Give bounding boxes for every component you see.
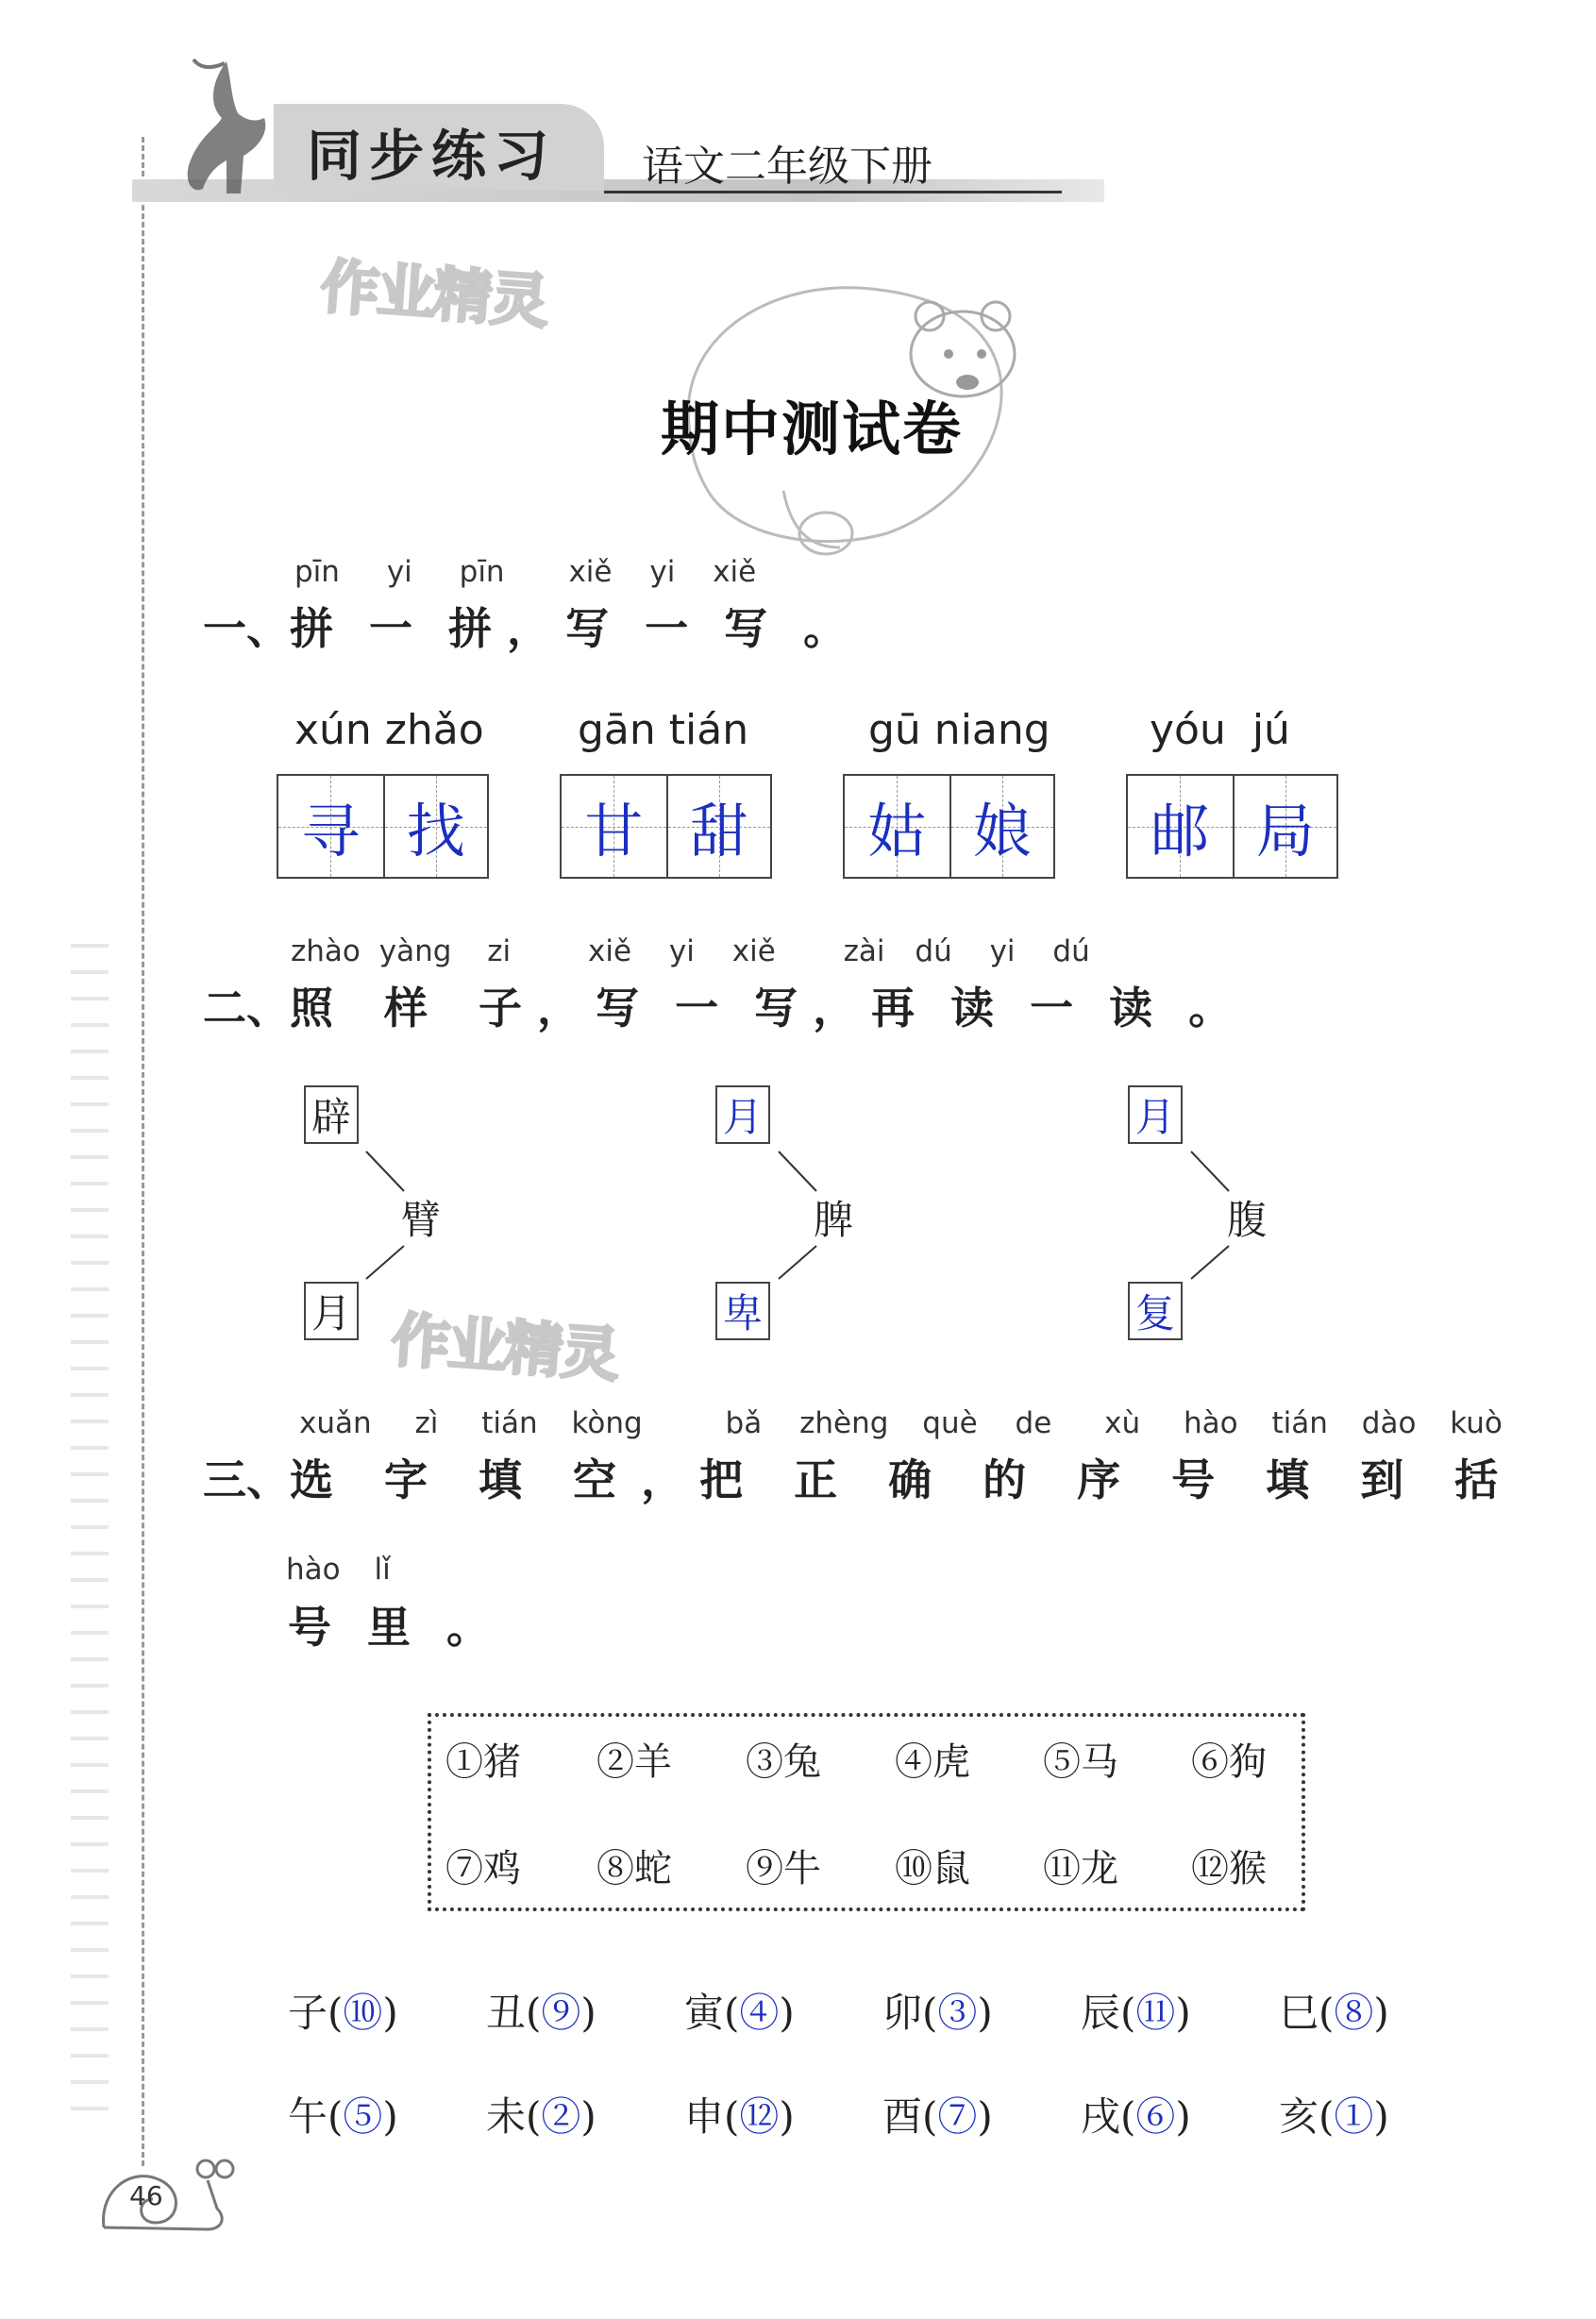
q2-heading: 二、照 样 子 ， 写 一 写 ， 再 读 一 读 。	[203, 983, 1233, 1033]
branch-answer[interactable]: 酉(⑦)	[882, 2093, 993, 2140]
watermark: 作业精灵	[318, 251, 549, 337]
combined-character: 脾	[814, 1197, 854, 1243]
combined-character: 腹	[1227, 1197, 1268, 1243]
animal-option: ⑧蛇	[596, 1847, 672, 1890]
q3-pinyin-line1: xuǎn zì tián kòng bǎ zhèng què de xù hào tián dào kuò	[299, 1406, 1503, 1440]
branch-answer[interactable]: 寅(④)	[684, 1990, 795, 2036]
animal-option: ②羊	[596, 1740, 672, 1784]
word-pinyin: gān tián	[578, 706, 749, 754]
q2-pinyin: zhào yàng zi xiě yi xiě zài dú yi dú	[291, 934, 1090, 968]
component-box: 月	[304, 1282, 359, 1340]
word-pinyin: xún zhǎo	[294, 706, 484, 754]
grid-cell[interactable]: 局	[1233, 776, 1337, 877]
animal-options-box	[428, 1713, 1305, 1911]
grid-cell[interactable]: 娘	[949, 776, 1054, 877]
grid-cell[interactable]: 姑	[845, 776, 949, 877]
combined-character: 臂	[401, 1197, 442, 1243]
branch-answer[interactable]: 丑(⑨)	[486, 1990, 596, 2036]
animal-option: ⑪龙	[1043, 1847, 1118, 1890]
branch-answer[interactable]: 卯(③)	[882, 1990, 993, 2036]
animal-option: ⑫猴	[1191, 1847, 1267, 1890]
branch-answer[interactable]: 辰(⑪)	[1081, 1990, 1191, 2036]
pinyin-syllable: xiě	[568, 555, 613, 589]
component-box: 辟	[304, 1085, 359, 1144]
q3-pinyin-line2: hào lǐ	[286, 1553, 391, 1587]
exam-title: 期中测试卷	[661, 395, 964, 463]
branch-answer[interactable]: 午(⑤)	[288, 2093, 398, 2140]
grid-cell[interactable]: 邮	[1128, 776, 1233, 877]
q1-heading: 一、拼 一 拼 ， 写 一 写 。	[203, 603, 848, 654]
component-box-answer[interactable]: 卑	[715, 1282, 770, 1340]
grid-cell[interactable]: 甘	[562, 776, 666, 877]
branch-answer[interactable]: 戌(⑥)	[1081, 2093, 1191, 2140]
pinyin-syllable: yi	[649, 555, 676, 589]
watermark: 作业精灵	[389, 1304, 620, 1390]
animal-option: ⑥狗	[1191, 1740, 1267, 1784]
pinyin-syllable: yi	[386, 555, 412, 589]
snail-icon	[94, 2143, 236, 2246]
component-box-answer[interactable]: 月	[715, 1085, 770, 1144]
grid-cell[interactable]: 找	[383, 776, 488, 877]
q3-heading-line1: 三、选 字 填 空 ， 把 正 确 的 序 号 填 到 括	[203, 1454, 1499, 1505]
pinyin-syllable: pīn	[294, 555, 340, 589]
branch-answer[interactable]: 子(⑩)	[288, 1990, 398, 2036]
animal-option: ③兔	[746, 1740, 821, 1784]
header-title: 同步练习	[307, 124, 557, 188]
component-box-answer[interactable]: 月	[1128, 1085, 1183, 1144]
branch-answer[interactable]: 巳(⑧)	[1279, 1990, 1389, 2036]
animal-option: ①猪	[445, 1740, 521, 1784]
component-box-answer[interactable]: 复	[1128, 1282, 1183, 1340]
branch-answer[interactable]: 未(②)	[486, 2093, 596, 2140]
pinyin-syllable: xiě	[713, 555, 757, 589]
grid-cell[interactable]: 寻	[278, 776, 383, 877]
q3-heading-line2: 号 里 。	[288, 1602, 491, 1653]
branch-answer[interactable]: 申(⑫)	[684, 2093, 795, 2140]
animal-option: ④虎	[895, 1740, 970, 1784]
branch-answer[interactable]: 亥(①)	[1279, 2093, 1389, 2140]
word-pinyin: yóu jú	[1150, 706, 1290, 754]
pinyin-syllable: pīn	[459, 555, 505, 589]
animal-option: ⑤马	[1043, 1740, 1118, 1784]
header-subtitle: 语文二年级下册	[642, 143, 932, 191]
page-number: 46	[129, 2180, 163, 2211]
animal-option: ⑦鸡	[445, 1847, 521, 1890]
animal-option: ⑨牛	[746, 1847, 821, 1890]
grid-cell[interactable]: 甜	[666, 776, 771, 877]
animal-option: ⑩鼠	[895, 1847, 970, 1890]
word-pinyin: gū niang	[868, 706, 1050, 754]
